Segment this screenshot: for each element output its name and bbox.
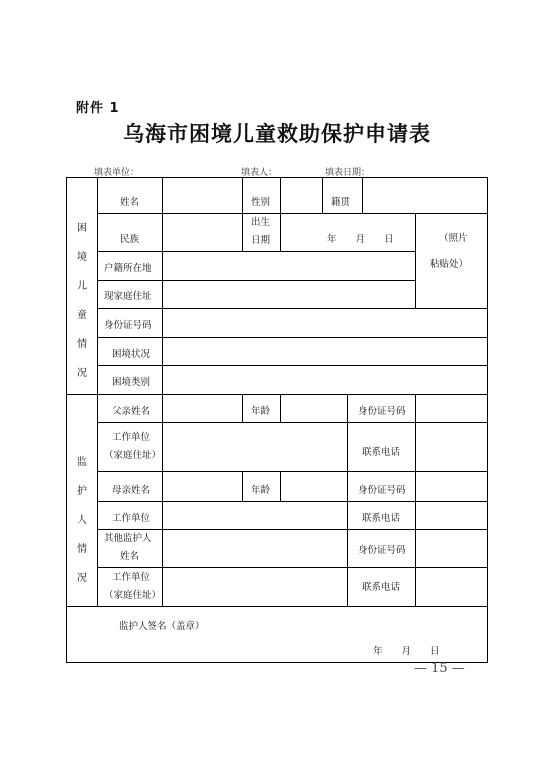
- attachment-label: 附件 1: [76, 101, 120, 116]
- signature-date: 年 月 日: [373, 646, 440, 657]
- other-work-label-1: 工作单位: [112, 572, 151, 583]
- application-form-table: [66, 177, 488, 663]
- father-id-label: 身份证号码: [358, 406, 406, 417]
- other-guardian-label-1: 其他监护人: [104, 533, 152, 544]
- mother-phone-label: 联系电话: [362, 513, 401, 524]
- father-name-label: 父亲姓名: [112, 406, 151, 417]
- birth-date-label-1: 出生: [251, 217, 271, 228]
- name-label: 姓名: [120, 197, 140, 208]
- father-age-label: 年龄: [251, 406, 271, 417]
- birth-date-label-2: 日期: [251, 235, 271, 246]
- ethnicity-label: 民族: [120, 234, 140, 245]
- origin-label: 籍贯: [331, 197, 351, 208]
- hardship-type-label: 困境类别: [112, 377, 151, 388]
- fill-unit-label: 填表单位：: [94, 168, 140, 178]
- father-work-label-2: （家庭住址）: [104, 450, 162, 461]
- other-phone-label: 联系电话: [362, 582, 401, 593]
- father-phone-label: 联系电话: [362, 447, 401, 458]
- guardian-section-label: 监 护 人 情 况: [77, 457, 87, 584]
- residence-label: 现家庭住址: [104, 291, 152, 302]
- other-guardian-label-2: 姓名: [120, 551, 140, 562]
- hardship-status-label: 困境状况: [112, 349, 151, 360]
- fill-date-label: 填表日期：: [325, 168, 371, 178]
- photo-label-1: （照片: [439, 233, 468, 244]
- household-label: 户籍所在地: [104, 263, 152, 274]
- mother-name-label: 母亲姓名: [112, 485, 151, 496]
- mother-work-label: 工作单位: [112, 513, 151, 524]
- father-work-label-1: 工作单位: [112, 432, 151, 443]
- gender-label: 性别: [251, 197, 271, 208]
- other-work-label-2: （家庭住址）: [104, 590, 162, 601]
- guardian-signature-label: 监护人签名（盖章）: [119, 621, 205, 632]
- form-title: 乌海市困境儿童救助保护申请表: [123, 121, 431, 146]
- birth-date-ymd: 年 月 日: [327, 234, 394, 245]
- child-id-label: 身份证号码: [104, 320, 152, 331]
- other-guardian-id-label: 身份证号码: [358, 545, 406, 556]
- child-section-label: 困 境 儿 童 情 况: [77, 223, 87, 379]
- page-number: — 15 —: [414, 661, 465, 676]
- fill-person-label: 填表人：: [241, 168, 278, 178]
- photo-label-2: 粘贴处）: [430, 259, 469, 270]
- mother-age-label: 年龄: [251, 485, 271, 496]
- mother-id-label: 身份证号码: [358, 485, 406, 496]
